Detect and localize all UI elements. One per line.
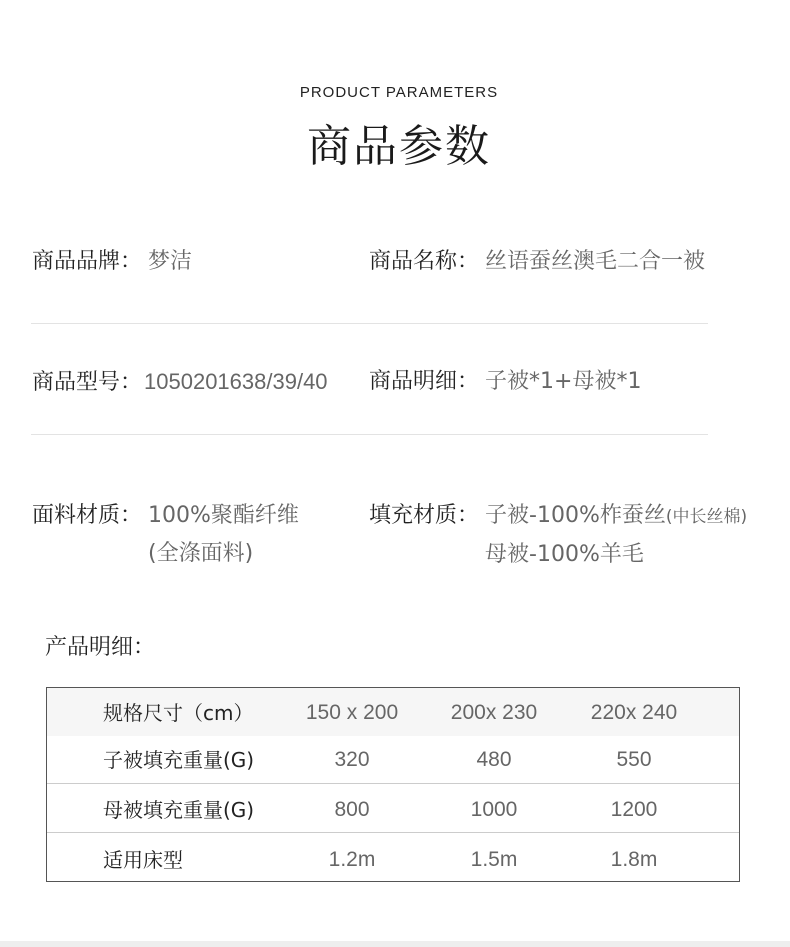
table-row-label: 子被填充重量(G) bbox=[103, 748, 255, 772]
param-label: 商品明细： bbox=[369, 369, 480, 394]
table-row-label: 母被填充重量(G) bbox=[103, 798, 255, 822]
bottom-band bbox=[0, 941, 790, 947]
param-label: 商品品牌： bbox=[32, 249, 143, 274]
param-value: 梦洁 bbox=[148, 249, 193, 274]
table-cell: 800 bbox=[334, 798, 370, 821]
param-product-name bbox=[369, 243, 705, 281]
table-header-row bbox=[47, 688, 739, 736]
table-cell: 480 bbox=[476, 748, 512, 771]
table-cell: 1.8m bbox=[610, 848, 658, 871]
param-label: 商品型号： bbox=[32, 370, 143, 395]
table-row-label: 规格尺寸（cm） bbox=[103, 701, 254, 725]
param-value bbox=[485, 497, 747, 574]
param-brand bbox=[32, 243, 192, 281]
table-cell: 200x 230 bbox=[450, 701, 538, 724]
param-value: 1050201638/39/40 bbox=[144, 369, 328, 394]
table-row-label: 适用床型 bbox=[103, 848, 183, 872]
param-value-line: 100%聚酯纤维 bbox=[148, 503, 299, 528]
table-cell: 1.5m bbox=[470, 848, 518, 871]
table-cell: 1.2m bbox=[328, 848, 376, 871]
divider bbox=[31, 323, 708, 324]
param-label: 填充材质： bbox=[369, 503, 480, 528]
page-title: 商品参数 bbox=[307, 121, 491, 172]
param-fabric bbox=[32, 497, 299, 573]
param-value-line: (全涤面料) bbox=[148, 541, 254, 566]
divider bbox=[31, 434, 708, 435]
spec-table bbox=[46, 687, 740, 882]
table-cell: 150 x 200 bbox=[305, 701, 399, 724]
param-label: 商品名称： bbox=[369, 249, 480, 274]
param-value: 子被*1+母被*1 bbox=[485, 369, 642, 394]
detail-heading: 产品明细： bbox=[45, 635, 156, 660]
param-filling bbox=[369, 497, 747, 574]
table-cell: 220x 240 bbox=[590, 701, 678, 724]
table-cell: 1000 bbox=[470, 798, 518, 821]
param-value-note: (中长丝棉) bbox=[665, 507, 748, 527]
table-row bbox=[47, 736, 739, 784]
table-cell: 320 bbox=[334, 748, 370, 771]
param-value-line: 母被-100%羊毛 bbox=[485, 542, 644, 567]
param-label: 面料材质： bbox=[32, 503, 143, 528]
param-value: 丝语蚕丝澳毛二合一被 bbox=[485, 249, 706, 274]
param-value bbox=[148, 497, 299, 573]
param-value-line: 子被-100%柞蚕丝 bbox=[485, 503, 666, 528]
table-cell: 550 bbox=[616, 748, 652, 771]
param-contents bbox=[369, 363, 641, 401]
table-row bbox=[47, 784, 739, 833]
product-parameters-subtitle: PRODUCT PARAMETERS bbox=[299, 84, 499, 101]
param-model bbox=[32, 363, 328, 402]
table-cell: 1200 bbox=[610, 798, 658, 821]
table-row bbox=[47, 833, 739, 881]
